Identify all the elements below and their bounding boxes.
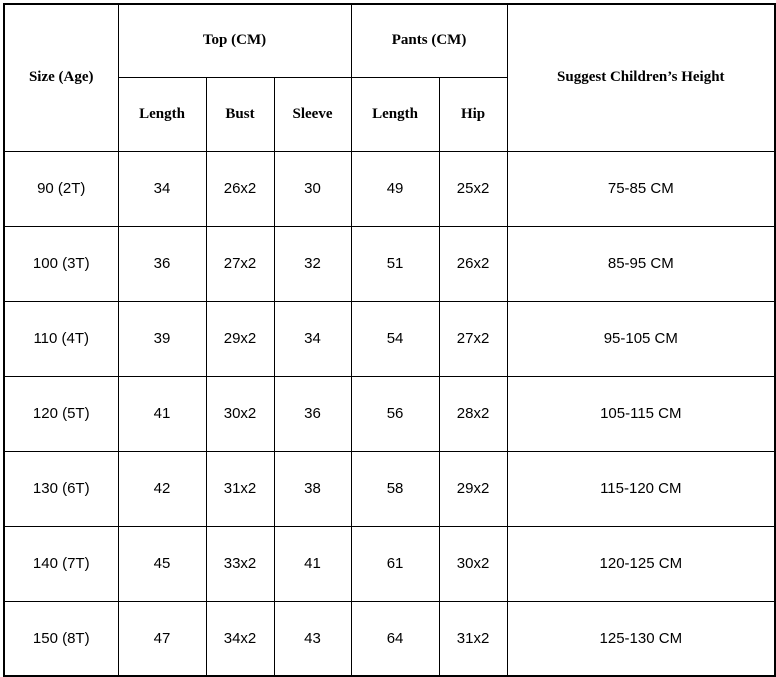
header-row-groups: [4, 4, 775, 77]
cell-height: 115-120 CM: [507, 451, 775, 526]
cell-hip: 26x2: [439, 226, 507, 301]
cell-hip: 29x2: [439, 451, 507, 526]
cell-size: 150 (8T): [4, 601, 118, 676]
table-row: [4, 301, 775, 376]
cell-bust: 34x2: [206, 601, 274, 676]
table-row: [4, 451, 775, 526]
cell-size: 110 (4T): [4, 301, 118, 376]
cell-bust: 26x2: [206, 151, 274, 226]
cell-hip: 30x2: [439, 526, 507, 601]
cell-size: 140 (7T): [4, 526, 118, 601]
cell-sleeve: 30: [274, 151, 351, 226]
cell-top-length: 39: [118, 301, 206, 376]
cell-pants-length: 61: [351, 526, 439, 601]
cell-size: 100 (3T): [4, 226, 118, 301]
header-pants-length: Length: [351, 77, 439, 151]
header-suggested-height: Suggest Children’s Height: [507, 4, 775, 151]
cell-pants-length: 49: [351, 151, 439, 226]
cell-sleeve: 36: [274, 376, 351, 451]
header-size: Size (Age): [4, 4, 118, 151]
cell-sleeve: 32: [274, 226, 351, 301]
cell-hip: 27x2: [439, 301, 507, 376]
table-row: [4, 526, 775, 601]
cell-top-length: 41: [118, 376, 206, 451]
cell-top-length: 45: [118, 526, 206, 601]
cell-hip: 25x2: [439, 151, 507, 226]
cell-height: 125-130 CM: [507, 601, 775, 676]
cell-sleeve: 43: [274, 601, 351, 676]
cell-bust: 30x2: [206, 376, 274, 451]
cell-sleeve: 34: [274, 301, 351, 376]
table-row: [4, 151, 775, 226]
table-row: [4, 376, 775, 451]
header-pants-hip: Hip: [439, 77, 507, 151]
cell-pants-length: 56: [351, 376, 439, 451]
cell-height: 75-85 CM: [507, 151, 775, 226]
cell-bust: 27x2: [206, 226, 274, 301]
cell-top-length: 42: [118, 451, 206, 526]
cell-pants-length: 54: [351, 301, 439, 376]
table-row: [4, 601, 775, 676]
cell-height: 95-105 CM: [507, 301, 775, 376]
header-top-bust: Bust: [206, 77, 274, 151]
cell-size: 90 (2T): [4, 151, 118, 226]
cell-sleeve: 41: [274, 526, 351, 601]
size-chart-table: [3, 3, 776, 677]
cell-bust: 31x2: [206, 451, 274, 526]
cell-top-length: 47: [118, 601, 206, 676]
cell-height: 105-115 CM: [507, 376, 775, 451]
header-top-length: Length: [118, 77, 206, 151]
table-row: [4, 226, 775, 301]
cell-hip: 31x2: [439, 601, 507, 676]
cell-pants-length: 64: [351, 601, 439, 676]
cell-size: 130 (6T): [4, 451, 118, 526]
cell-bust: 33x2: [206, 526, 274, 601]
cell-height: 85-95 CM: [507, 226, 775, 301]
cell-size: 120 (5T): [4, 376, 118, 451]
cell-hip: 28x2: [439, 376, 507, 451]
cell-top-length: 34: [118, 151, 206, 226]
cell-pants-length: 58: [351, 451, 439, 526]
header-pants-group: Pants (CM): [351, 4, 507, 77]
cell-bust: 29x2: [206, 301, 274, 376]
header-top-sleeve: Sleeve: [274, 77, 351, 151]
cell-height: 120-125 CM: [507, 526, 775, 601]
cell-pants-length: 51: [351, 226, 439, 301]
cell-sleeve: 38: [274, 451, 351, 526]
header-top-group: Top (CM): [118, 4, 351, 77]
cell-top-length: 36: [118, 226, 206, 301]
